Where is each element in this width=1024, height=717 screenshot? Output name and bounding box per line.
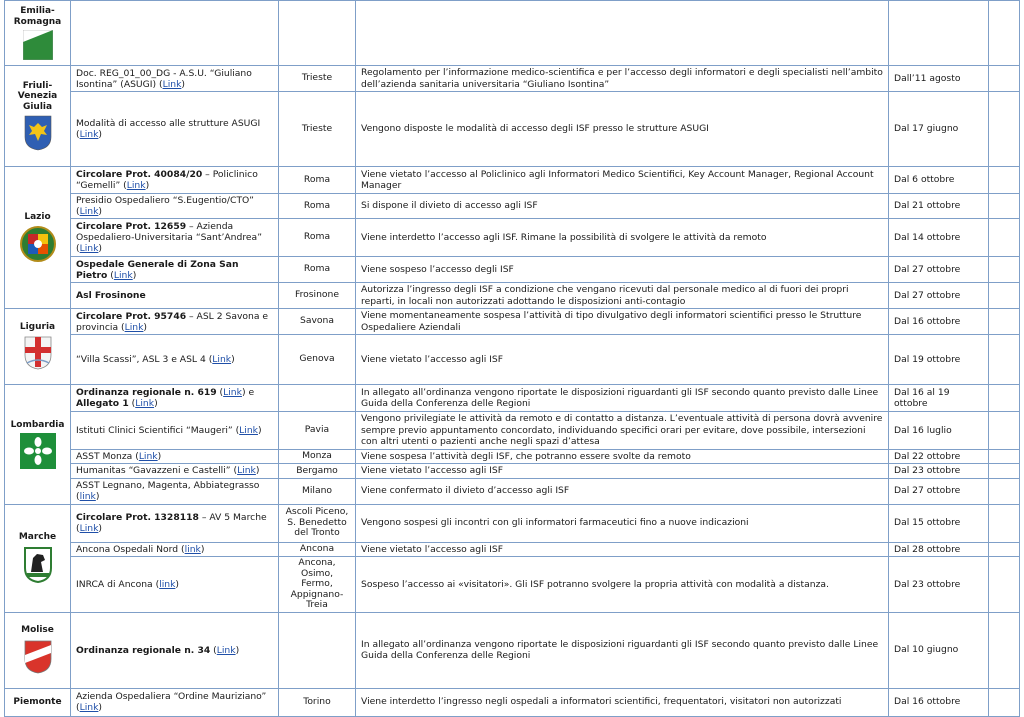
doc-cell: Asl Frosinone: [71, 283, 279, 309]
document-link[interactable]: Link: [79, 129, 99, 140]
table-row: [5, 504, 1020, 542]
description-cell: Viene sospeso l’accesso degli ISF: [356, 257, 889, 283]
doc-cell: Ancona Ospedali Nord (link): [71, 542, 279, 557]
description-cell: Viene vietato l’accesso agli ISF: [356, 464, 889, 479]
doc-cell: Ospedale Generale di Zona San Pietro (Link): [71, 257, 279, 283]
city-cell: Ancona, Osimo, Fermo, Appignano-Treia: [279, 557, 356, 613]
document-link[interactable]: link: [184, 543, 201, 555]
region-cell-lazio: [5, 167, 71, 309]
doc-cell: Ordinanza regionale n. 34 (Link): [71, 612, 279, 688]
document-link[interactable]: Link: [162, 78, 182, 90]
table-row: [5, 309, 1020, 335]
table-row: [5, 194, 1020, 219]
document-link[interactable]: Link: [138, 450, 158, 462]
date-cell: Dal 28 ottobre: [889, 542, 989, 557]
description-cell: In allegato all’ordinanza vengono riportate le disposizioni riguardanti gli ISF secondo quanto previsto dalle Linee Guida della Conferenza delle Regioni: [356, 385, 889, 412]
date-cell: Dal 16 luglio: [889, 412, 989, 450]
doc-cell: ASST Monza (Link): [71, 449, 279, 464]
description-cell: Viene sospesa l’attività degli ISF, che potranno essere svolte da remoto: [356, 449, 889, 464]
doc-cell: “Villa Scassi”, ASL 3 e ASL 4 (Link): [71, 335, 279, 385]
region-name: Liguria: [19, 321, 56, 332]
measures-table: [4, 0, 1020, 717]
table-row: [5, 167, 1020, 194]
description-cell: Autorizza l’ingresso degli ISF a condizione che vengano ricevuti dal personale medico al di fuori dei propri reparti, in locali non autorizzati adottando le disposizioni anti-contagio: [356, 283, 889, 309]
date-cell: Dal 27 ottobre: [889, 257, 989, 283]
doc-cell: Modalità di accesso alle strutture ASUGI (Link): [71, 92, 279, 167]
document-link[interactable]: Link: [223, 387, 242, 398]
document-link[interactable]: Link: [124, 321, 144, 333]
description-cell: Viene vietato l’accesso agli ISF: [356, 335, 889, 385]
city-cell: Monza: [279, 449, 356, 464]
doc-cell: Circolare Prot. 95746 – ASL 2 Savona e provincia (Link): [71, 309, 279, 335]
region-name: Marche: [18, 532, 57, 543]
date-cell: Dal 23 ottobre: [889, 464, 989, 479]
description-cell: Viene interdetto l’accesso agli ISF. Rimane la possibilità di svolgere le attività da remoto: [356, 219, 889, 257]
doc-cell: INRCA di Ancona (link): [71, 557, 279, 613]
doc-cell: Circolare Prot. 40084/20 – Policlinico “Gemelli” (Link): [71, 167, 279, 194]
document-link[interactable]: Link: [239, 424, 258, 436]
table-row: [5, 219, 1020, 257]
table-row: [5, 335, 1020, 385]
description-cell: Viene vietato l’accesso al Policlinico agli Informatori Medico Scientifici, Key Account Manager, Regional Account Manager: [356, 167, 889, 194]
date-cell: Dal 23 ottobre: [889, 557, 989, 613]
table-row: [5, 612, 1020, 688]
region-cell-lombardia: [5, 385, 71, 505]
date-cell: Dal 15 ottobre: [889, 504, 989, 542]
city-cell: Bergamo: [279, 464, 356, 479]
description-cell: Si dispone il divieto di accesso agli ISF: [356, 194, 889, 219]
emilia-romagna-flag-icon: [23, 30, 53, 60]
date-cell: Dal 27 ottobre: [889, 478, 989, 504]
city-cell: Frosinone: [279, 283, 356, 309]
document-link[interactable]: Link: [79, 702, 99, 713]
description-cell: Regolamento per l’informazione medico-scientifica e per l’accesso degli informatori e degli specialisti nell’ambito dell’azienda sanitaria universitaria “Giuliano Isontina”: [356, 66, 889, 92]
description-cell: Vengono privilegiate le attività da remoto e di contatto a distanza. L’eventuale attività di persona dovrà avvenire sempre previo appuntamento concordato, individuando specifici orari per evitare, dove possibile, intersezioni con altri utenti o pazienti anche negli spazi d’attesa: [356, 412, 889, 450]
city-cell: Milano: [279, 478, 356, 504]
region-name: Lombardia: [10, 419, 65, 430]
table-row: [5, 283, 1020, 309]
city-cell: Roma: [279, 167, 356, 194]
date-cell: Dal 16 al 19 ottobre: [889, 385, 989, 412]
date-cell: Dal 6 ottobre: [889, 167, 989, 194]
doc-cell: Doc. REG_01_00_DG - A.S.U. “Giuliano Isontina” (ASUGI) (Link): [71, 66, 279, 92]
city-cell: Trieste: [279, 66, 356, 92]
city-cell: Ascoli Piceno, S. Benedetto del Tronto: [279, 504, 356, 542]
region-cell-fvg: [5, 66, 71, 167]
city-cell: Roma: [279, 257, 356, 283]
table-row: [5, 478, 1020, 504]
region-name: Piemonte: [13, 696, 62, 707]
doc-cell: Azienda Ospedaliera “Ordine Mauriziano” (Link): [71, 688, 279, 716]
date-cell: Dal 17 giugno: [889, 92, 989, 167]
city-cell: Savona: [279, 309, 356, 335]
city-cell: Pavia: [279, 412, 356, 450]
table-row: [5, 385, 1020, 412]
document-link[interactable]: Link: [79, 523, 99, 534]
document-link[interactable]: Link: [212, 354, 232, 365]
doc-cell: ASST Legnano, Magenta, Abbiategrasso (link): [71, 478, 279, 504]
city-cell: Genova: [279, 335, 356, 385]
description-cell: Viene momentaneamente sospesa l’attività di tipo divulgativo degli informatori scientifici presso le Strutture Ospedaliere Aziendali: [356, 309, 889, 335]
document-link[interactable]: Link: [237, 465, 256, 477]
date-cell: Dal 14 ottobre: [889, 219, 989, 257]
date-cell: Dal 21 ottobre: [889, 194, 989, 219]
document-link[interactable]: Link: [79, 206, 99, 217]
date-cell: Dall’11 agosto: [889, 66, 989, 92]
region-cell-liguria: [5, 309, 71, 385]
region-name: Molise: [21, 625, 54, 636]
description-cell: In allegato all’ordinanza vengono riportate le disposizioni riguardanti gli ISF secondo quanto previsto dalle Linee Guida della Conferenza delle Regioni: [356, 612, 889, 688]
city-cell: [279, 385, 356, 412]
lazio-emblem-icon: [19, 225, 57, 263]
description-cell: Sospeso l’accesso ai «visitatori». Gli ISF potranno svolgere la propria attività con modalità a distanza.: [356, 557, 889, 613]
date-cell: Dal 19 ottobre: [889, 335, 989, 385]
region-cell-marche: [5, 504, 71, 612]
description-cell: Vengono sospesi gli incontri con gli informatori farmaceutici fino a nuove indicazioni: [356, 504, 889, 542]
city-cell: Ancona: [279, 542, 356, 557]
description-cell: Viene interdetto l’ingresso negli ospedali a informatori scientifici, frequentatori, visitatori non autorizzati: [356, 688, 889, 716]
molise-emblem-icon: [23, 639, 53, 675]
date-cell: Dal 27 ottobre: [889, 283, 989, 309]
table-row: [5, 542, 1020, 557]
doc-cell: Circolare Prot. 12659 – Azienda Ospedaliero-Universitaria “Sant’Andrea” (Link): [71, 219, 279, 257]
table-row: [5, 412, 1020, 450]
table-row: [5, 92, 1020, 167]
marche-emblem-icon: [23, 546, 53, 584]
date-cell: Dal 16 ottobre: [889, 688, 989, 716]
doc-cell: Circolare Prot. 1328118 – AV 5 Marche (Link): [71, 504, 279, 542]
description-cell: Viene confermato il divieto d’accesso agli ISF: [356, 478, 889, 504]
region-cell-emilia: [5, 1, 71, 66]
table-row: [5, 688, 1020, 716]
city-cell: Roma: [279, 219, 356, 257]
doc-cell: Presidio Ospedaliero “S.Eugentio/CTO” (Link): [71, 194, 279, 219]
document-link[interactable]: Link: [79, 243, 99, 254]
region-name: Friuli-Venezia Giulia: [17, 80, 58, 112]
city-cell: Trieste: [279, 92, 356, 167]
document-link[interactable]: link: [79, 491, 96, 502]
date-cell: Dal 10 giugno: [889, 612, 989, 688]
lombardia-rose-icon: [20, 433, 56, 469]
region-cell-piemonte: [5, 688, 71, 716]
liguria-emblem-icon: [23, 335, 53, 371]
document-link[interactable]: Link: [113, 269, 133, 281]
friuli-venezia-giulia-eagle-icon: [24, 115, 52, 151]
document-link[interactable]: Link: [216, 644, 236, 656]
doc-cell: Humanitas “Gavazzeni e Castelli” (Link): [71, 464, 279, 479]
city-cell: Torino: [279, 688, 356, 716]
date-cell: Dal 22 ottobre: [889, 449, 989, 464]
region-name: Emilia-Romagna: [13, 6, 62, 27]
region-cell-molise: [5, 612, 71, 688]
region-row-emilia: [5, 1, 1020, 66]
doc-cell: Istituti Clinici Scientifici “Maugeri” (Link): [71, 412, 279, 450]
table-row: [5, 464, 1020, 479]
table-row: [5, 557, 1020, 613]
document-link[interactable]: Link: [126, 180, 146, 191]
city-cell: Roma: [279, 194, 356, 219]
table-row: [5, 257, 1020, 283]
document-link[interactable]: Link: [135, 398, 155, 409]
city-cell: [279, 612, 356, 688]
region-name: Lazio: [24, 211, 51, 222]
table-row: [5, 449, 1020, 464]
description-cell: Vengono disposte le modalità di accesso degli ISF presso le strutture ASUGI: [356, 92, 889, 167]
description-cell: Viene vietato l’accesso agli ISF: [356, 542, 889, 557]
table-row: [5, 66, 1020, 92]
document-link[interactable]: link: [159, 578, 176, 590]
doc-cell: Ordinanza regionale n. 619 (Link) e Allegato 1 (Link): [71, 385, 279, 412]
date-cell: Dal 16 ottobre: [889, 309, 989, 335]
